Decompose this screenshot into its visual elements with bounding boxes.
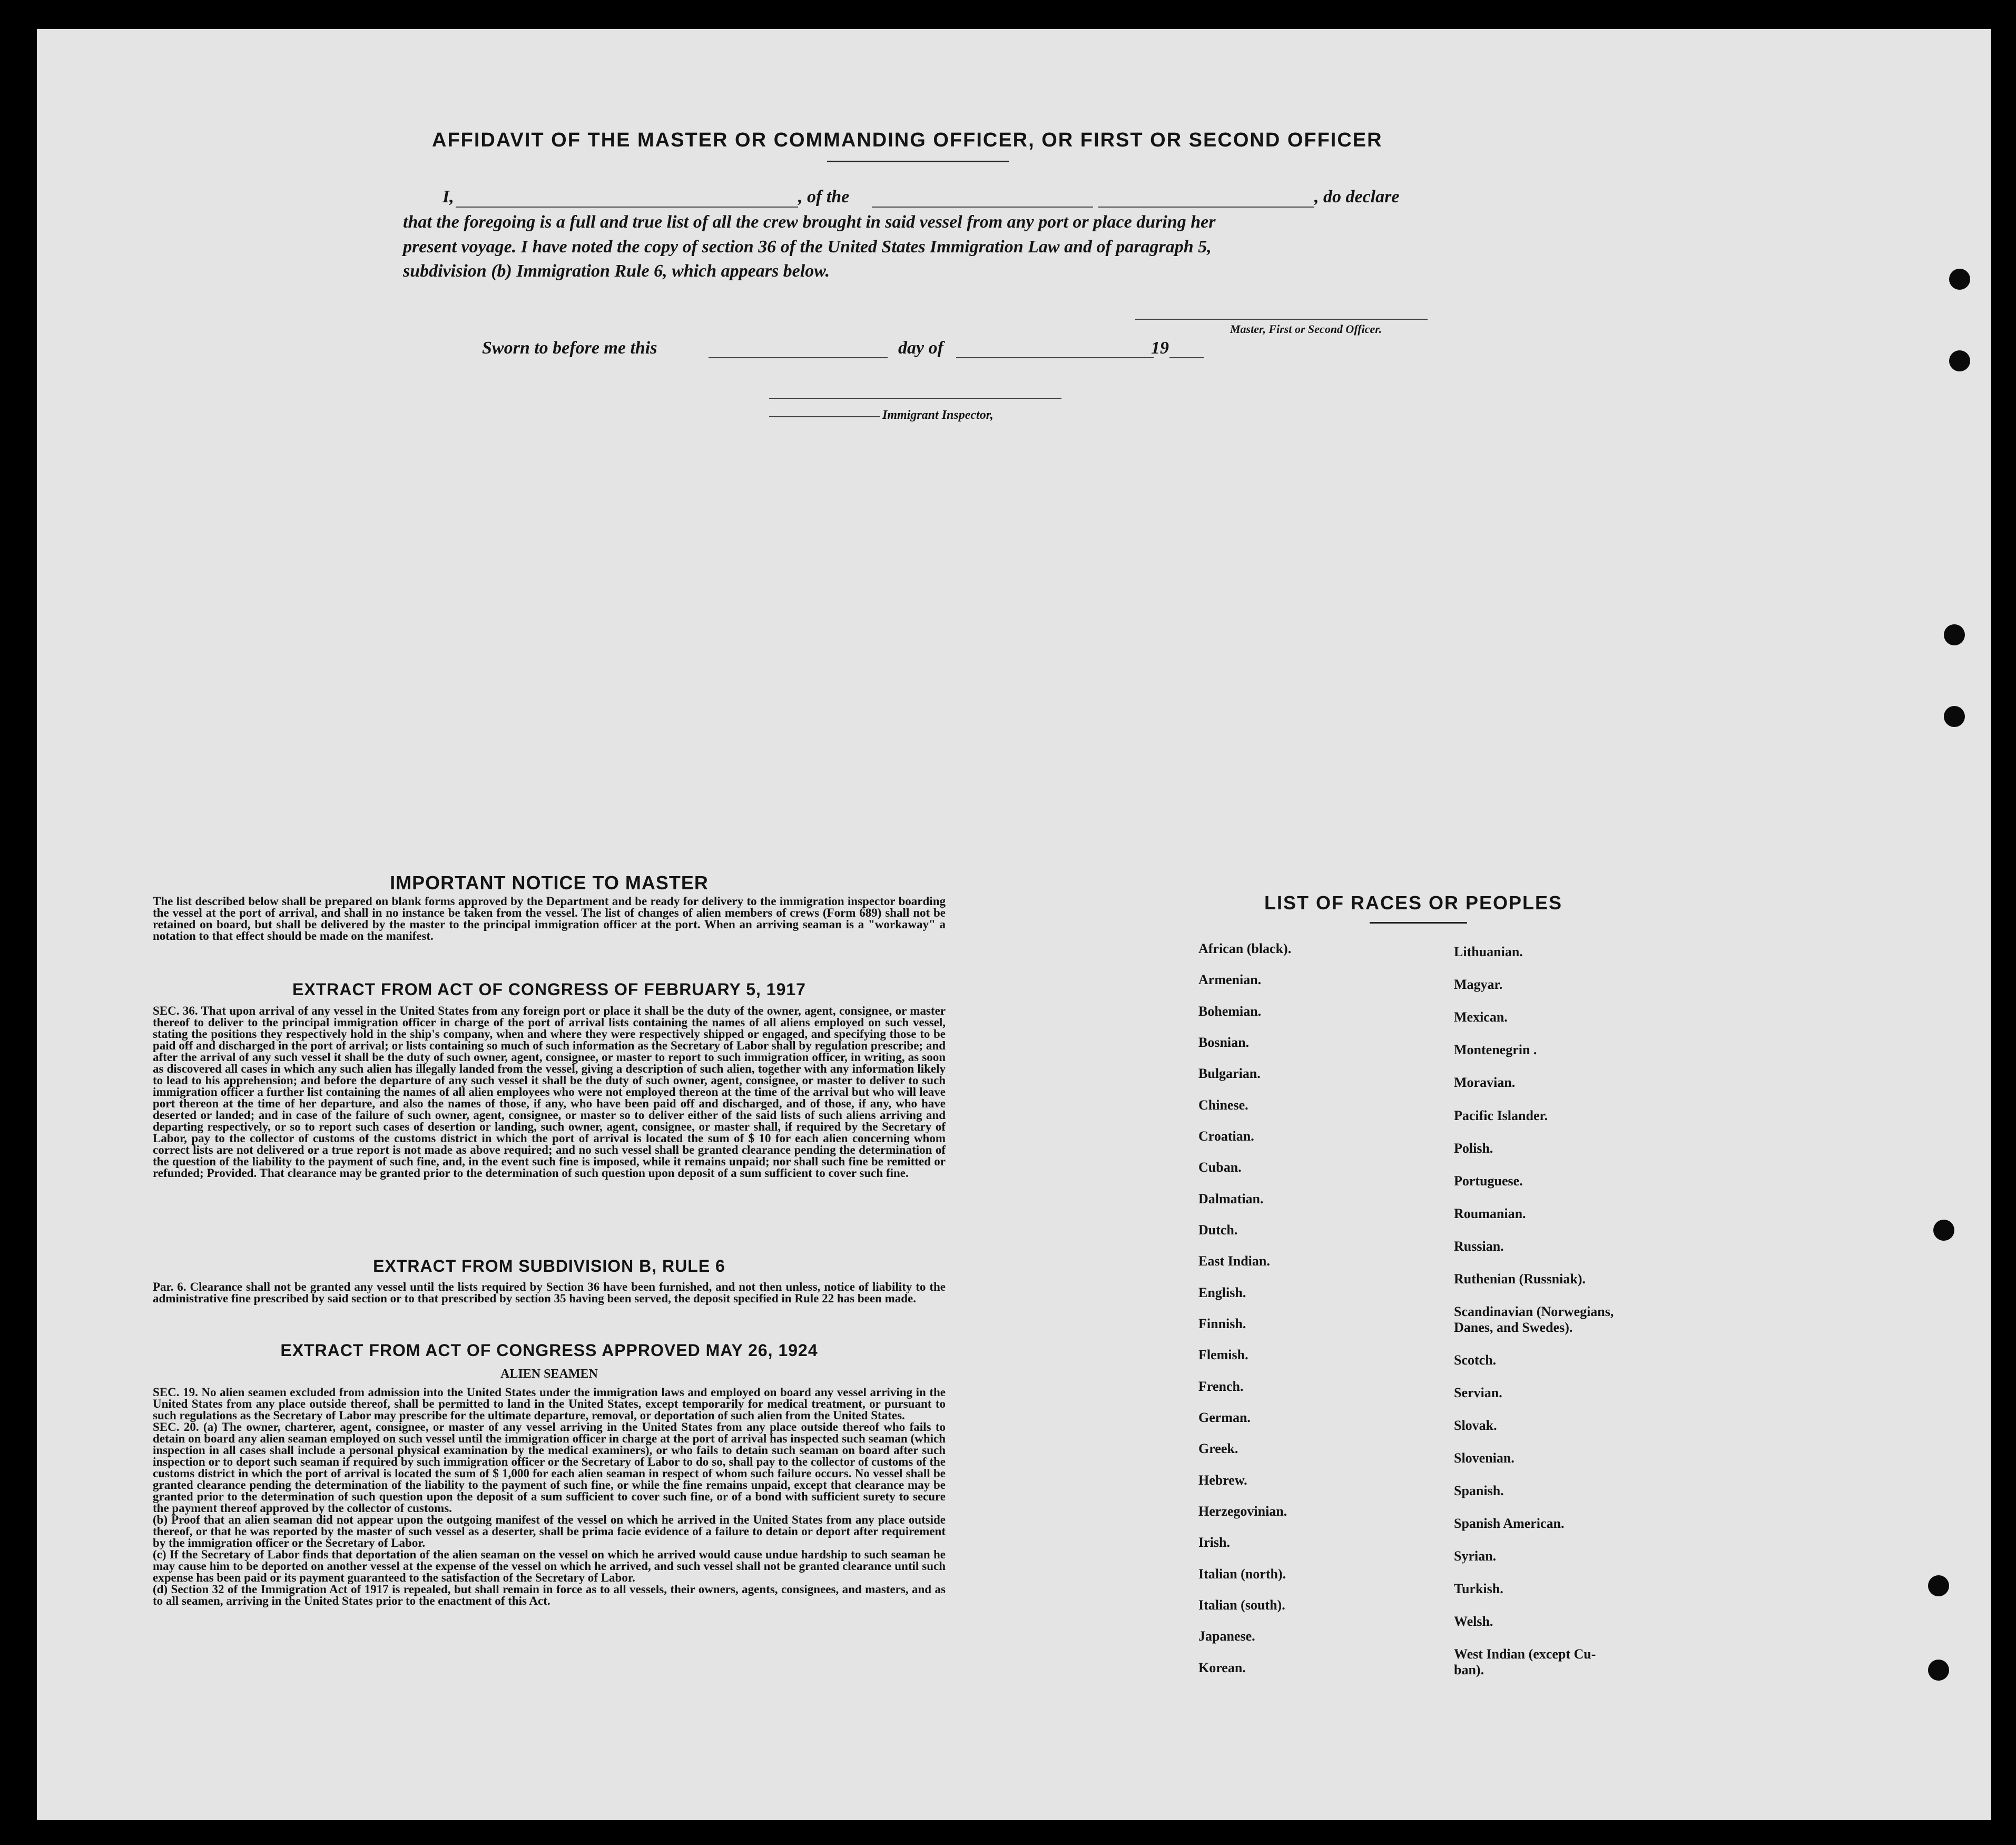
extract-1917-text: SEC. 36. That upon arrival of any vessel in the United States from any foreign port or place it shall be the duty of the owner, agent, consignee, or master thereof to deliver to the principal immigration officer in charge of the port of arrival lists containing the names of all aliens employed on such vessel, stating the positions they respectively hold in the ship's company, when and where they were respectively shipped or engaged, and specifying those to be paid off and discharged in the port of arrival; or lists containing so much of such information as the Secretary of Labor shall by regulation prescribe; and after the arrival of any such vessel it shall be the duty of such owner, agent, consignee, or master to report to such immigration officer, in writing, as soon as discovered all cases in which any such alien has illegally landed from the vessel, giving a description of such alien, together with any information likely to lead to his apprehension; and before the departure of any such vessel it shall be the duty of such owner, agent, consignee, or master to deliver to such immigration officer a further list containing the names of all alien employees who were not employed thereon at the time of the arrival but who will leave port thereon at the time of her departure, and also the names of those, if any, who have been paid off and discharged, and of those, if any, who have deserted or landed; and in case of the failure of such owner, agent, consignee, or master so to deliver either of the said lists of such aliens arriving and departing respectively, or so to report such cases of desertion or landing, such owner, agent, consignee, or master shall, if required by the Secretary of Labor, pay to the collector of customs of the customs district in which the port of arrival is located the sum of $ 10 for each alien concerning whom correct lists are not delivered or a true report is not made as above required; and no such vessel shall be granted clearance pending the determination of the question of the liability to the payment of such fine, and, in the event such fine is imposed, while it remains unpaid; nor shall such fine be remitted or refunded; Provided. That clearance may be granted prior to the determination of such question upon deposit of a sum sufficient to cover such fine. [153,1004,946,1180]
notice-title: IMPORTANT NOTICE TO MASTER [390,872,709,894]
race-item: Hebrew. [1198,1473,1247,1488]
races-title: LIST OF RACES OR PEOPLES [1264,892,1563,914]
punch-hole [1949,269,1970,290]
race-item: Irish. [1198,1535,1230,1550]
extract-1924-text: SEC. 19. No alien seamen excluded from admission into the United States under the immigration laws and employed on board any vessel arriving in the United States from any place outside thereof, shall be permitted to land in the United States, except temporarily for medical treatment, or pursuant to such regulations as the Secretary of Labor may prescribe for the ultimate departure, removal, or deportation of such alien from the United States. SEC. 20. (a) The owner, charterer, agent, consignee, or master of any vessel arriving in the United States from any place outside thereof who fails to detain on board any alien seaman employed on such vessel until the immigration officer in charge at the port of arrival has inspected such seaman (which inspection in all cases shall include a personal physical examination by the medical examiners), or who fails to detain such seaman on board after such inspection or to deport such seaman if required by such immigration officer or the Secretary of Labor to do so, shall pay to the collector of customs of the customs district in which the port of arrival is located the sum of $ 1,000 for each alien seaman in respect of whom such failure occurs. No vessel shall be granted clearance pending the determination of the liability to the payment of such fine, or while the fine remains unpaid, except that clearance may be granted prior to the determination of such question upon the deposit of a sum sufficient to cover such fine, or of a bond with sufficient surety to secure the payment thereof approved by the collector of customs. (b) Proof that an alien seaman did not appear upon the outgoing manifest of the vessel on which he arrived in the United States from any place outside thereof, or that he was reported by the master of such vessel as a deserter, shall be prima facie evidence of a failure to detain or deport after requirement by the immigration officer or the Secretary of Labor. (c) If the Secretary of Labor finds that deportation of the alien seaman on the vessel on which he arrived would cause undue hardship to such seaman he may cause him to be deported on another vessel at the expense of the vessel on which he arrived, and such vessel shall not be granted clearance until such expense has been paid or its payment guaranteed to the satisfaction of the Secretary of Labor. (d) Section 32 of the Immigration Act of 1917 is repealed, but shall remain in force as to all vessels, their owners, agents, consignees, and masters, and as to all seamen, arriving in the United States prior to the enactment of this Act. [153,1386,946,1607]
race-item: Welsh. [1454,1614,1493,1629]
punch-hole [1928,1575,1949,1596]
race-item: Ruthenian (Russniak). [1454,1271,1586,1287]
race-item: German. [1198,1410,1251,1425]
inspector-blank[interactable] [769,416,880,417]
race-item: Dalmatian. [1198,1191,1264,1206]
race-item: French. [1198,1379,1244,1394]
race-item: Cuban. [1198,1160,1242,1175]
affidavit-line-3: present voyage. I have noted the copy of section 36 of the United States Immigration Law and of paragraph 5, [403,237,1212,257]
affidavit-title: AFFIDAVIT OF THE MASTER OR COMMANDING OFFICER, OR FIRST OR SECOND OFFICER [432,129,1383,151]
race-item: Roumanian. [1454,1206,1526,1221]
race-item: Lithuanian. [1454,944,1523,959]
race-item: Greek. [1198,1441,1238,1456]
declarant-prefix: I, [442,187,454,207]
race-item: English. [1198,1285,1246,1300]
punch-hole [1949,350,1970,371]
race-item: Spanish American. [1454,1516,1565,1531]
punch-hole [1944,624,1965,645]
affidavit-line-2: that the foregoing is a full and true list of all the crew brought in said vessel from any port or place during her [403,212,1216,232]
race-item: Portuguese. [1454,1173,1523,1189]
race-item: Finnish. [1198,1316,1246,1331]
inspector-blank-top[interactable] [769,398,1061,399]
punch-hole [1933,1220,1954,1241]
race-item: Chinese. [1198,1097,1248,1113]
race-item: Herzegovinian. [1198,1504,1287,1519]
extract-1924-title: EXTRACT FROM ACT OF CONGRESS APPROVED MAY 26, 1924 [280,1341,818,1360]
rule6-title: EXTRACT FROM SUBDIVISION B, RULE 6 [373,1257,725,1275]
title-underline [827,161,1009,162]
do-declare-label: , do declare [1314,187,1400,207]
race-item: Slovak. [1454,1418,1497,1433]
race-item: Scotch. [1454,1352,1497,1368]
sworn-prefix: Sworn to before me this [482,338,657,358]
signature-blank[interactable] [1135,319,1428,320]
races-title-underline [1370,922,1467,924]
race-item: Croatian. [1198,1128,1254,1144]
race-item: Korean. [1198,1660,1246,1675]
race-item: Mexican. [1454,1009,1508,1025]
sworn-year-label: 19 [1151,338,1169,358]
race-item: Spanish. [1454,1483,1504,1498]
race-item: West Indian (except Cu- ban). [1454,1646,1596,1677]
race-item: Russian. [1454,1239,1504,1254]
race-item: Moravian. [1454,1075,1516,1090]
inspector-label: Immigrant Inspector, [882,408,994,422]
race-item: Polish. [1454,1141,1493,1156]
notice-text: The list described below shall be prepared on blank forms approved by the Department and be ready for delivery to the immigration inspector boarding the vessel at the port of arrival, and shall in no instance be taken from the vessel. The list of changes of alien members of crews (Form 689) shall not be retained on board, but shall be delivered by the master to the principal immigration officer at the port. When an arriving seaman is a "workaway" a notation to that effect should be made on the manifest. [153,895,946,943]
race-item: Slovenian. [1454,1450,1515,1466]
race-item: Flemish. [1198,1347,1248,1362]
race-item: Syrian. [1454,1548,1497,1564]
race-item: Servian. [1454,1385,1502,1400]
punch-hole [1944,706,1965,727]
sworn-day-blank[interactable] [709,357,888,358]
race-item: Armenian. [1198,972,1262,987]
race-item: Pacific Islander. [1454,1108,1548,1123]
signature-label: Master, First or Second Officer. [1230,322,1382,336]
race-item: Montenegrin . [1454,1042,1537,1057]
race-item: Dutch. [1198,1222,1238,1238]
race-item: Bosnian. [1198,1035,1250,1050]
vessel-blank[interactable] [872,207,1093,208]
race-item: African (black). [1198,941,1292,956]
sworn-month-blank[interactable] [956,357,1154,358]
sworn-year-blank[interactable] [1169,357,1204,358]
extract-1917-title: EXTRACT FROM ACT OF CONGRESS OF FEBRUARY 5, 1917 [292,980,806,999]
race-item: Italian (north). [1198,1566,1286,1582]
name-blank[interactable] [456,207,798,208]
rule6-text: Par. 6. Clearance shall not be granted any vessel until the lists required by Section 36 have been furnished, and not then unless, notice of liability to the administrative fine prescribed by said section or to that prescribed by section 35 having been served, the deposit specified in Rule 22 has been made. [153,1280,946,1305]
race-item: Japanese. [1198,1628,1255,1644]
race-item: Scandinavian (Norwegians, Danes, and Swedes). [1454,1304,1614,1335]
alien-seamen-subtitle: ALIEN SEAMEN [500,1367,598,1381]
vessel-blank-2[interactable] [1098,207,1314,208]
affidavit-line-4: subdivision (b) Immigration Rule 6, which appears below. [403,261,830,281]
of-the-label: , of the [798,187,850,207]
race-item: Magyar. [1454,977,1503,992]
race-item: East Indian. [1198,1253,1270,1269]
race-item: Bohemian. [1198,1004,1262,1019]
race-item: Bulgarian. [1198,1066,1261,1081]
punch-hole [1928,1660,1949,1681]
race-item: Turkish. [1454,1581,1503,1596]
race-item: Italian (south). [1198,1597,1285,1613]
sworn-day-label: day of [898,338,943,358]
